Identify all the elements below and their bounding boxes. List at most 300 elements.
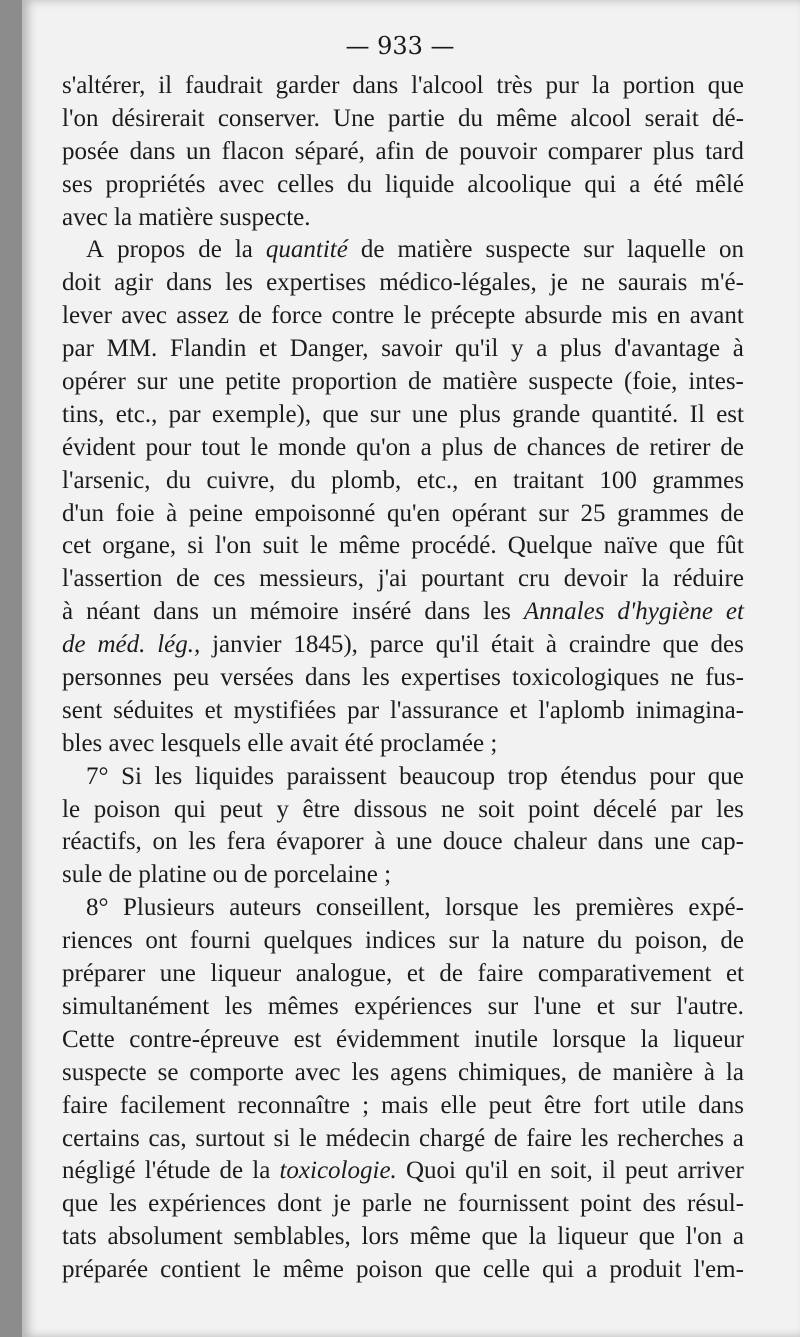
word: tins, bbox=[62, 400, 105, 428]
word: peu bbox=[173, 664, 210, 692]
word: par bbox=[168, 400, 201, 428]
word: Annales bbox=[523, 598, 605, 626]
word: toxicologie. bbox=[279, 1157, 397, 1185]
word: dissous bbox=[353, 795, 428, 823]
word: par bbox=[670, 795, 703, 823]
text-line bbox=[62, 202, 744, 235]
word: bles bbox=[62, 729, 103, 757]
text-line bbox=[62, 695, 744, 728]
word: et bbox=[725, 960, 744, 988]
word: monde bbox=[278, 433, 347, 461]
word: du bbox=[597, 927, 623, 955]
word: lorsque bbox=[552, 1025, 627, 1053]
word: sur bbox=[487, 992, 519, 1020]
word: Flandin bbox=[169, 335, 247, 363]
word: que bbox=[638, 1223, 675, 1251]
word: suspecte bbox=[485, 236, 571, 264]
word: à bbox=[545, 631, 557, 659]
word: inutile bbox=[474, 1025, 538, 1053]
text-line bbox=[62, 1254, 744, 1287]
word: de bbox=[615, 433, 640, 461]
word: avec bbox=[108, 729, 155, 757]
word: conserver. bbox=[217, 104, 320, 132]
word: poison bbox=[355, 1256, 423, 1284]
word: plus bbox=[652, 137, 695, 165]
word: s'altérer, bbox=[62, 72, 146, 99]
word: celle bbox=[482, 1256, 531, 1284]
word: a bbox=[732, 1124, 744, 1152]
word: en bbox=[656, 302, 681, 330]
word: le bbox=[250, 433, 269, 461]
word: ne bbox=[581, 269, 605, 297]
word: agir bbox=[114, 269, 153, 297]
word: des bbox=[642, 1190, 676, 1218]
word: trop bbox=[507, 762, 548, 790]
word: les bbox=[154, 762, 183, 790]
word: (foie, bbox=[623, 368, 678, 396]
word: alcoolique bbox=[467, 170, 572, 198]
text-line bbox=[62, 1155, 744, 1188]
word: tats bbox=[62, 1223, 97, 1251]
word: contient bbox=[160, 1256, 241, 1284]
word: que bbox=[434, 1256, 471, 1284]
word: agens bbox=[390, 1058, 448, 1086]
word: parle bbox=[362, 1190, 412, 1218]
text-line bbox=[62, 234, 744, 267]
word: d'hygiène bbox=[617, 598, 713, 626]
word: qu'il bbox=[454, 335, 499, 363]
word: du bbox=[290, 466, 316, 494]
word: paraissent bbox=[286, 762, 387, 790]
word: un bbox=[211, 598, 237, 626]
word: intes- bbox=[688, 368, 744, 396]
word: séduites bbox=[113, 696, 194, 724]
word: elle bbox=[440, 1091, 477, 1119]
word: doit bbox=[62, 269, 101, 297]
text-line bbox=[62, 136, 744, 169]
word: que bbox=[481, 1223, 518, 1251]
word: tout bbox=[201, 433, 241, 461]
word: suspecte bbox=[62, 1058, 147, 1086]
word: pour bbox=[145, 433, 192, 461]
word: avec bbox=[121, 302, 167, 330]
word: expériences bbox=[148, 1190, 267, 1218]
word: sur bbox=[538, 499, 569, 527]
word: lors bbox=[361, 1223, 400, 1251]
word: séparé, bbox=[294, 137, 365, 165]
word: à bbox=[703, 1058, 715, 1086]
word: ses bbox=[62, 170, 93, 198]
word: d'avantage bbox=[614, 335, 721, 363]
word: de bbox=[720, 499, 744, 527]
word: Plusieurs bbox=[123, 894, 215, 922]
word: fût bbox=[716, 532, 744, 560]
word: porcelaine bbox=[273, 861, 378, 889]
word: certains bbox=[62, 1124, 140, 1152]
text-line bbox=[62, 169, 744, 202]
word: une bbox=[396, 828, 433, 856]
word: les bbox=[362, 664, 390, 692]
word: l'em- bbox=[693, 1256, 744, 1284]
word: versées bbox=[220, 664, 294, 692]
text-line bbox=[62, 1024, 744, 1057]
text-line bbox=[62, 958, 744, 991]
text-line bbox=[62, 366, 744, 399]
word: celles bbox=[277, 170, 335, 198]
word: liqueur bbox=[557, 1223, 629, 1251]
word: l'étude bbox=[144, 1157, 211, 1185]
text-line bbox=[62, 596, 744, 629]
text-line bbox=[62, 892, 744, 925]
word: lesquels bbox=[160, 729, 242, 757]
word: fort bbox=[593, 1091, 630, 1119]
word: une bbox=[411, 400, 448, 428]
word: à bbox=[732, 335, 744, 363]
word: semblables, bbox=[233, 1223, 351, 1251]
word: liqueur bbox=[673, 1025, 744, 1053]
word: comparativement bbox=[537, 960, 712, 988]
word: simultanément bbox=[62, 992, 210, 1020]
word: recherches bbox=[617, 1124, 725, 1152]
word: les bbox=[483, 598, 511, 626]
word: je bbox=[332, 1190, 351, 1218]
word: du bbox=[457, 104, 483, 132]
word: qu'il bbox=[435, 631, 480, 659]
word: dans bbox=[129, 137, 176, 165]
word: ne bbox=[440, 795, 465, 823]
word: ; bbox=[490, 729, 498, 757]
word: quelques bbox=[263, 927, 353, 955]
word: naïve bbox=[603, 532, 658, 560]
word: matière bbox=[138, 203, 214, 231]
word: suit bbox=[262, 532, 299, 560]
word: peut bbox=[488, 1091, 532, 1119]
word: la bbox=[641, 565, 660, 593]
word: sur bbox=[369, 400, 401, 428]
word: matière bbox=[397, 236, 473, 264]
word: tard bbox=[705, 137, 744, 165]
word: médico-légales, bbox=[379, 269, 537, 297]
word: évaporer bbox=[276, 828, 364, 856]
word: chaleur bbox=[513, 828, 587, 856]
word: expériences bbox=[354, 992, 473, 1020]
word: cru bbox=[518, 565, 550, 593]
word: préparer bbox=[62, 960, 146, 988]
word: grammes bbox=[652, 466, 744, 494]
word: craindre bbox=[568, 631, 651, 659]
word: faudrait bbox=[185, 72, 263, 99]
word: Danger, bbox=[289, 335, 369, 363]
word: à bbox=[166, 499, 178, 527]
word: mêmes bbox=[267, 992, 339, 1020]
word: de bbox=[493, 433, 517, 461]
word: Quelque bbox=[507, 532, 593, 560]
word: qu'il bbox=[465, 1157, 509, 1185]
word: de bbox=[425, 137, 449, 165]
page-number: — 933 — bbox=[345, 32, 455, 60]
text-line bbox=[62, 399, 744, 432]
word: le bbox=[62, 795, 81, 823]
word: fus- bbox=[705, 664, 744, 692]
word: pur bbox=[545, 72, 579, 99]
word: comporte bbox=[189, 1058, 284, 1086]
word: de bbox=[720, 927, 744, 955]
word: les bbox=[224, 992, 253, 1020]
text-line bbox=[62, 300, 744, 333]
word: les bbox=[533, 894, 561, 922]
word: ces bbox=[213, 565, 246, 593]
word: mystifiées bbox=[233, 696, 337, 724]
word: dé- bbox=[711, 104, 744, 132]
word: traitant bbox=[513, 466, 584, 494]
word: qui bbox=[542, 1256, 575, 1284]
text-line bbox=[62, 465, 744, 498]
word: faire bbox=[526, 1124, 572, 1152]
word: que bbox=[62, 1190, 99, 1218]
word: que bbox=[668, 532, 705, 560]
word: la bbox=[252, 1157, 271, 1185]
word: dans bbox=[698, 1091, 744, 1119]
word: A bbox=[86, 236, 105, 264]
word: peut bbox=[625, 1157, 669, 1185]
word: l'assurance bbox=[389, 696, 499, 724]
word: exemple), bbox=[211, 400, 312, 428]
word: fournissent bbox=[457, 1190, 569, 1218]
word: sur bbox=[630, 992, 661, 1020]
word: et bbox=[204, 696, 223, 724]
word: décelé bbox=[593, 795, 657, 823]
word: les bbox=[716, 795, 744, 823]
text-line bbox=[62, 1057, 744, 1090]
word: en bbox=[473, 466, 498, 494]
word: ou bbox=[212, 861, 238, 889]
word: mémoire bbox=[249, 598, 339, 626]
word: une bbox=[654, 828, 691, 856]
word: point bbox=[580, 1190, 632, 1218]
word: beaucoup bbox=[399, 762, 495, 790]
word: suspecte bbox=[528, 368, 614, 396]
word: soit bbox=[478, 795, 515, 823]
word: médecin bbox=[325, 1124, 411, 1152]
text-line bbox=[62, 432, 744, 465]
word: messieurs, bbox=[259, 565, 364, 593]
word: riences bbox=[62, 927, 133, 955]
word: l'aplomb bbox=[538, 696, 625, 724]
word: avant bbox=[689, 302, 744, 330]
word: fourni bbox=[189, 927, 252, 955]
word: de bbox=[577, 1058, 602, 1086]
word: que bbox=[322, 400, 359, 428]
word: retirer bbox=[649, 433, 711, 461]
word: premières bbox=[575, 894, 674, 922]
word: si bbox=[187, 532, 204, 560]
text-line bbox=[62, 826, 744, 859]
word: dans bbox=[166, 269, 212, 297]
text-line bbox=[62, 859, 744, 892]
word: plus bbox=[559, 335, 602, 363]
word: propos bbox=[117, 236, 186, 264]
text-line bbox=[62, 530, 744, 563]
word: mêlé bbox=[695, 170, 744, 198]
word: ont bbox=[145, 927, 178, 955]
word: liquide bbox=[384, 170, 455, 198]
word: a bbox=[420, 433, 432, 461]
word: chimiques, bbox=[457, 1058, 567, 1086]
text-line bbox=[62, 925, 744, 958]
word: cap- bbox=[700, 828, 744, 856]
word: les bbox=[225, 269, 253, 297]
word: etc., bbox=[115, 400, 158, 428]
word: expé- bbox=[688, 894, 744, 922]
word: Quoi bbox=[405, 1157, 456, 1185]
word: chances bbox=[526, 433, 606, 461]
word: de bbox=[439, 960, 463, 988]
word: faire bbox=[477, 960, 524, 988]
word: de bbox=[176, 565, 200, 593]
word: dans bbox=[153, 598, 199, 626]
word: par bbox=[347, 696, 380, 724]
word: et bbox=[725, 598, 744, 626]
word: inséré bbox=[351, 598, 412, 626]
word: à bbox=[374, 828, 386, 856]
word: ne bbox=[423, 1190, 447, 1218]
word: les bbox=[188, 828, 216, 856]
word: 8° bbox=[86, 894, 109, 922]
word: lég., bbox=[157, 631, 201, 659]
word: même bbox=[496, 104, 558, 132]
word: évident bbox=[62, 433, 136, 461]
word: dans bbox=[597, 828, 644, 856]
word: a bbox=[732, 1223, 744, 1251]
word: été bbox=[344, 729, 374, 757]
word: reconnaître bbox=[237, 1091, 350, 1119]
word: très bbox=[496, 72, 533, 99]
word: soit, bbox=[550, 1157, 593, 1185]
word: fera bbox=[226, 828, 266, 856]
word: même bbox=[409, 1223, 471, 1251]
word: dans bbox=[352, 72, 399, 99]
word: matière bbox=[442, 368, 518, 396]
text-line bbox=[62, 1188, 744, 1221]
word: plus bbox=[441, 433, 484, 461]
word: peine bbox=[188, 499, 243, 527]
word: auteurs bbox=[229, 894, 302, 922]
word: mais bbox=[381, 1091, 429, 1119]
word: une bbox=[159, 960, 196, 988]
word: opérer bbox=[62, 368, 126, 396]
word: dans bbox=[424, 598, 471, 626]
word: l'arsenic, bbox=[62, 466, 151, 494]
word: est bbox=[293, 1025, 322, 1053]
word: ; bbox=[362, 1091, 370, 1119]
word: réduire bbox=[673, 565, 744, 593]
word: plus bbox=[459, 400, 501, 428]
word: poison, bbox=[634, 927, 708, 955]
word: foie bbox=[115, 499, 155, 527]
word: étendus bbox=[560, 762, 637, 790]
word: en bbox=[517, 1157, 542, 1185]
word: devoir bbox=[563, 565, 628, 593]
word: qui bbox=[584, 170, 617, 198]
word: surtout bbox=[195, 1124, 265, 1152]
word: partie bbox=[387, 104, 445, 132]
word: dont bbox=[277, 1190, 322, 1218]
word: un bbox=[186, 137, 212, 165]
word: les bbox=[351, 1058, 380, 1086]
word: l'on bbox=[62, 104, 99, 132]
word: douce bbox=[442, 828, 503, 856]
word: de bbox=[243, 861, 268, 889]
word: même bbox=[282, 1256, 344, 1284]
word: ; bbox=[384, 861, 392, 889]
word: la bbox=[640, 1025, 659, 1053]
text-line bbox=[62, 103, 744, 136]
text-line bbox=[62, 333, 744, 366]
word: janvier bbox=[212, 631, 282, 659]
word: inimagina- bbox=[635, 696, 744, 724]
word: on bbox=[719, 236, 744, 264]
word: l'autre. bbox=[676, 992, 744, 1020]
word: Cette bbox=[62, 1025, 115, 1053]
word: il bbox=[158, 72, 173, 99]
word: avec bbox=[294, 1058, 341, 1086]
word: réactifs, bbox=[62, 828, 142, 856]
word: propriétés bbox=[105, 170, 206, 198]
word: cuivre, bbox=[206, 466, 276, 494]
word: mis bbox=[611, 302, 648, 330]
word: utile bbox=[641, 1091, 687, 1119]
word: petite bbox=[225, 368, 281, 396]
word: être bbox=[543, 1091, 582, 1119]
word: avait bbox=[289, 729, 339, 757]
word: on bbox=[152, 828, 178, 856]
word: 1845), bbox=[293, 631, 358, 659]
word: par bbox=[62, 335, 94, 363]
word: que bbox=[662, 631, 699, 659]
word: je bbox=[549, 269, 569, 297]
word: qu'en bbox=[387, 499, 441, 527]
word: analogue, bbox=[295, 960, 393, 988]
word: m'é- bbox=[700, 269, 744, 297]
text-line bbox=[62, 1221, 744, 1254]
word: a bbox=[586, 1256, 598, 1284]
word: force bbox=[271, 302, 323, 330]
word: garder bbox=[275, 72, 340, 99]
word: et bbox=[509, 696, 528, 724]
text-line bbox=[62, 761, 744, 794]
word: expertises bbox=[266, 269, 367, 297]
word: de bbox=[238, 302, 262, 330]
word: préparée bbox=[62, 1256, 149, 1284]
word: quantité. bbox=[591, 400, 679, 428]
word: la bbox=[491, 927, 510, 955]
word: de bbox=[108, 861, 133, 889]
word: d'un bbox=[62, 499, 105, 527]
word: procédé. bbox=[411, 532, 497, 560]
word: le bbox=[309, 532, 328, 560]
word: de bbox=[493, 1124, 518, 1152]
word: expertises bbox=[400, 664, 501, 692]
word: sent bbox=[62, 696, 103, 724]
word: y bbox=[511, 335, 524, 363]
word: dans bbox=[305, 664, 351, 692]
word: néant bbox=[86, 598, 141, 626]
text-line bbox=[62, 662, 744, 695]
word: du bbox=[347, 170, 372, 198]
word: arriver bbox=[677, 1157, 744, 1185]
word: cas, bbox=[148, 1124, 187, 1152]
word: sur bbox=[136, 368, 168, 396]
